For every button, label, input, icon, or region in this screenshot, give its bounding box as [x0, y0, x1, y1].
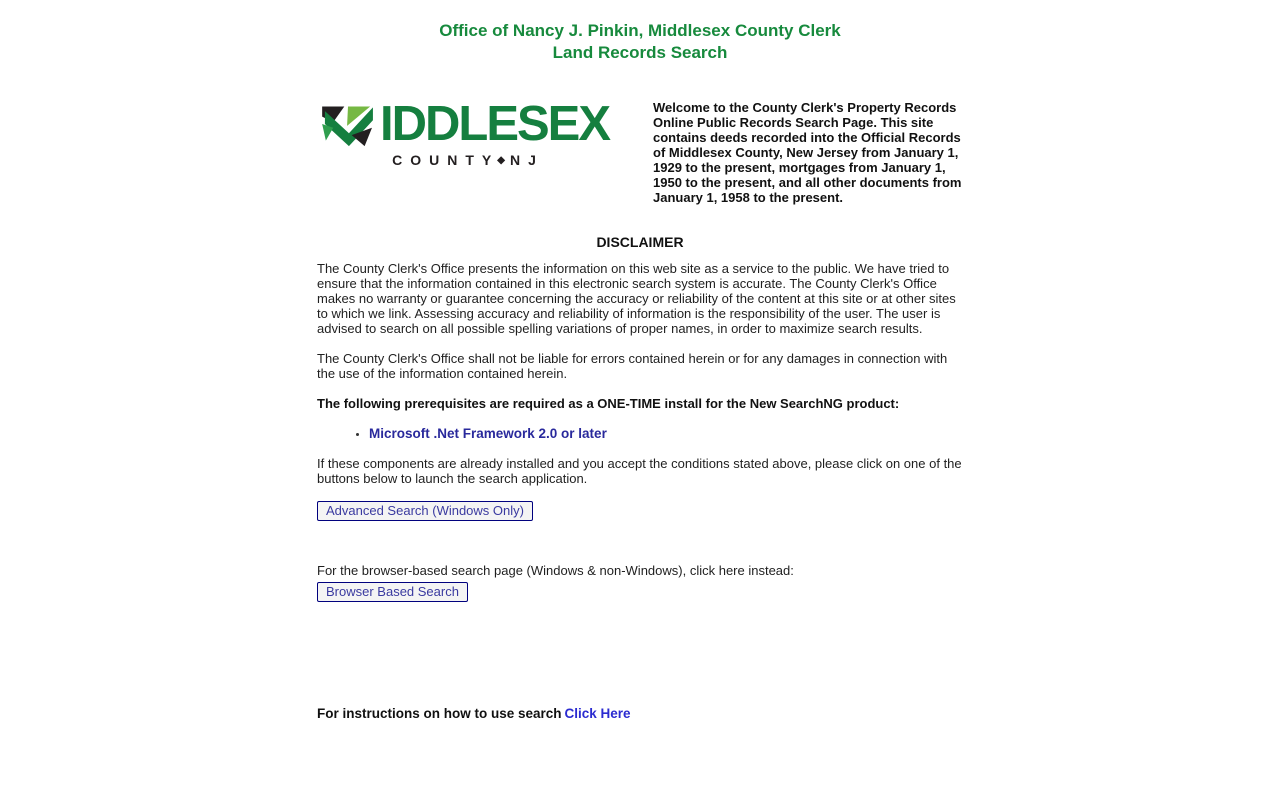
browser-based-search-button[interactable]: Browser Based Search: [317, 582, 468, 602]
browser-search-note: For the browser-based search page (Windows & non-Windows), click here instead:: [317, 563, 794, 578]
middlesex-county-logo: [317, 97, 619, 168]
logo-wordmark-text: IDDLESEX: [380, 97, 610, 151]
advanced-search-button[interactable]: Advanced Search (Windows Only): [317, 501, 533, 521]
disclaimer-paragraph-2: The County Clerk's Office shall not be liable for errors contained herein or for any damages in connection with the use of the information contained herein.: [317, 351, 948, 381]
page-title-line2: Land Records Search: [552, 43, 728, 62]
page-title: [317, 20, 963, 64]
click-here-link[interactable]: Click Here: [564, 706, 631, 721]
prerequisites-list: [317, 426, 963, 441]
instructions-text: For instructions on how to use search: [317, 706, 562, 721]
logo-wordmark: [317, 97, 619, 151]
disclaimer-heading: DISCLAIMER: [596, 234, 684, 250]
intro-row: [317, 97, 963, 205]
prerequisite-item: [369, 426, 963, 441]
logo-tagline-county: COUNTY: [392, 152, 500, 168]
page-title-line1: Office of Nancy J. Pinkin, Middlesex County Clerk: [439, 21, 841, 40]
diamond-separator-icon: ◆: [497, 155, 505, 166]
land-records-page: [317, 0, 963, 721]
instructions-line: [317, 706, 963, 721]
logo-tagline-nj: NJ: [509, 152, 544, 168]
disclaimer-paragraph-1: The County Clerk's Office presents the information on this web site as a service to the public. We have tried to ensure that the information contained in this electronic search system is accurate. The County Clerk's Office makes no warranty or guarantee concerning the accuracy or reliability of the content at this site or at other sites to which we link. Assessing accuracy and reliability of information is the responsibility of the user. The user is advised to search on all possible spelling variations of proper names, in order to maximize search results.: [317, 261, 956, 336]
prerequisites-heading: The following prerequisites are required as a ONE-TIME install for the New SearchNG product:: [317, 396, 900, 411]
launch-instructions: If these components are already installed and you accept the conditions stated above, please click on one of the buttons below to launch the search application.: [317, 456, 962, 486]
middlesex-m-logo-icon: [317, 100, 379, 148]
logo-tagline: [317, 153, 619, 168]
welcome-text: Welcome to the County Clerk's Property Records Online Public Records Search Page. This site contains deeds recorded into the Official Records of Middlesex County, New Jersey from January 1, 1929 to the present, mortgages from January 1, 1950 to the present, and all other documents from January 1, 1958 to the present.: [653, 100, 962, 205]
dotnet-framework-link[interactable]: Microsoft .Net Framework 2.0 or later: [369, 426, 607, 441]
